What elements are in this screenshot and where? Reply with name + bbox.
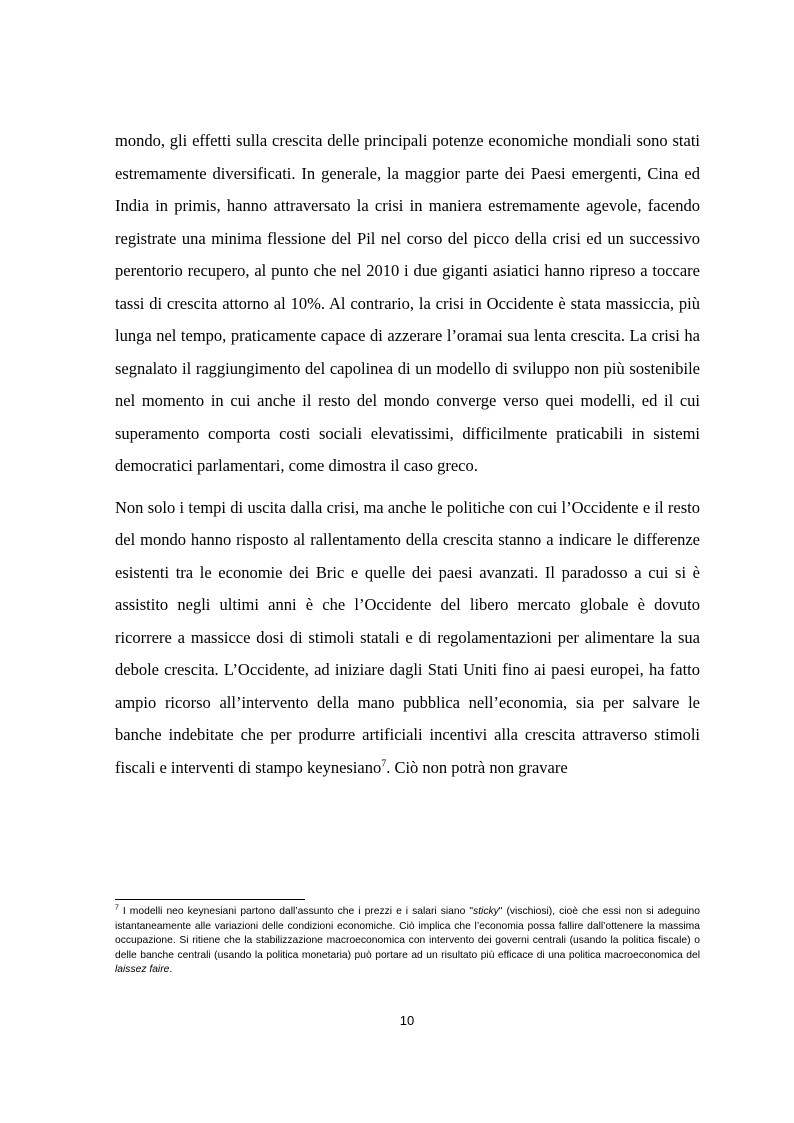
footnote-number: 7 (115, 904, 119, 912)
paragraph-2-continuation: . Ciò non potrà non gravare (386, 757, 568, 777)
page-number: 10 (399, 1013, 415, 1028)
paragraph-2-text: Non solo i tempi di uscita dalla crisi, ma anche le politiche con cui l’Occidente e il resto del mondo hanno risposto al rallentamento della crescita stanno a indicare le differenze esistenti tra le economie dei Bric e quelle dei paesi avanzati. Il paradosso a cui si è assistito negli ultimi anni è che l’Occidente del libero mercato globale è dovuto ricorrere a massicce dosi di stimoli statali e di regolamentazioni per alimentare la sua debole crescita. L’Occidente, ad iniziare dagli Stati Uniti fino ai paesi europei, ha fatto ampio ricorso all’intervento della mano pubblica nell’economia, sia per salvare le banche indebitate che per produrre artificiali incentivi alla crescita attraverso stimoli fiscali e interventi di stampo keynesiano (115, 497, 700, 777)
paragraph-2 (115, 492, 700, 785)
footnote-separator (115, 899, 305, 900)
footnote-7 (115, 905, 700, 978)
footnote-text-part-3: . (169, 964, 173, 976)
footnote-italic-sticky: sticky (473, 906, 499, 917)
main-text (115, 125, 700, 784)
footnote-reference-7[interactable]: 7 (381, 758, 387, 769)
footnote-italic-laissez-faire: laissez faire (115, 964, 170, 976)
footnote-text-part-2: " (vischiosi), cioè che essi non si adeguino istantaneamente alle variazioni delle condizioni economiche. Ciò implica che l’economia possa fallire dall’ottenere la massima occupazione. Si ritiene che la stabilizzazione macroeconomica con intervento dei governi centrali (usando la politica fiscale) o delle banche centrali (usando la politica monetaria) può portare ad un risultato più efficace di una politica macroeconomica del (115, 906, 701, 961)
paragraph-1: mondo, gli effetti sulla crescita delle principali potenze economiche mondiali sono stati estremamente diversificati. In generale, la maggior parte dei Paesi emergenti, Cina ed India in primis, hanno attraversato la crisi in maniera estremamente agevole, facendo registrate una minima flessione del Pil nel corso del picco della crisi ed un successivo perentorio recupero, al punto che nel 2010 i due giganti asiatici hanno ripreso a toccare tassi di crescita attorno al 10%. Al contrario, la crisi in Occidente è stata massiccia, più lunga nel tempo, praticamente capace di azzerare l’oramai sua lenta crescita. La crisi ha segnalato il raggiungimento del capolinea di un modello di sviluppo non più sostenibile nel momento in cui anche il resto del mondo converge verso quei modelli, ed il cui superamento comporta costi sociali elevatissimi, difficilmente praticabili in sistemi democratici parlamentari, come dimostra il caso greco. (115, 131, 700, 475)
footnote-text-part-1: I modelli neo keynesiani partono dall’assunto che i prezzi e i salari siano " (118, 906, 474, 917)
